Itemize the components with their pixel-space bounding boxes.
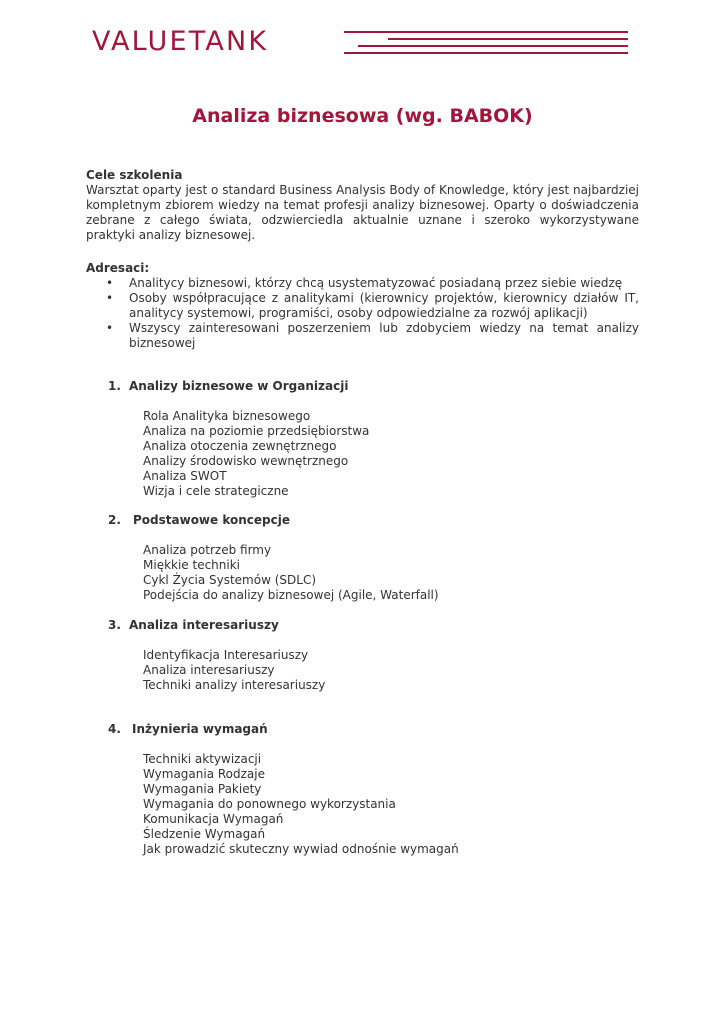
list-item: Analiza interesariuszy <box>143 663 275 677</box>
list-item: • Wszyscy zainteresowani poszerzeniem lub zdobyciem wiedzy na temat analizy biznesowej <box>106 321 639 350</box>
list-item: Analiza SWOT <box>143 469 227 483</box>
module-2 <box>108 513 648 603</box>
audience-section <box>86 261 639 351</box>
list-item: Rola Analityka biznesowego <box>143 409 311 423</box>
audience-heading: Adresaci: <box>86 261 150 275</box>
list-item: Komunikacja Wymagań <box>143 812 284 826</box>
audience-list <box>86 276 639 351</box>
page-header <box>0 0 725 70</box>
bullet-icon: • <box>106 321 114 335</box>
module-heading: 4. Inżynieria wymagań <box>108 722 268 736</box>
list-item: Jak prowadzić skuteczny wywiad odnośnie wymagań <box>143 842 459 856</box>
list-item: Analiza otoczenia zewnętrznego <box>143 439 337 453</box>
list-item: Techniki aktywizacji <box>143 752 262 766</box>
module-4 <box>108 722 648 857</box>
list-item: Wizja i cele strategiczne <box>143 484 289 498</box>
list-item: Analizy środowisko wewnętrznego <box>143 454 349 468</box>
module-3 <box>108 618 648 693</box>
module-heading: 3. Analiza interesariuszy <box>108 618 279 632</box>
list-item: • Analitycy biznesowi, którzy chcą usystematyzować posiadaną przez siebie wiedzę <box>106 276 623 290</box>
module-topics <box>108 409 648 499</box>
list-item: • Osoby współpracujące z analitykami (kierownicy projektów, kierownicy działów IT, analitycy systemowi, programiści, osoby odpowiedzialne za rozwój aplikacji) <box>106 291 639 320</box>
company-logo: VALUETANK <box>92 26 269 57</box>
bullet-icon: • <box>106 276 114 290</box>
list-item: Śledzenie Wymagań <box>143 827 266 841</box>
bullet-icon: • <box>106 291 114 305</box>
logo-decoration-lines <box>344 31 628 55</box>
module-1 <box>108 379 648 499</box>
module-topics <box>108 648 648 693</box>
module-heading: 1. Analizy biznesowe w Organizacji <box>108 379 349 393</box>
goals-text: Warsztat oparty jest o standard Business Analysis Body of Knowledge, który jest najbardziej kompletnym zbiorem wiedzy na temat profesji analizy biznesowej. Oparty o doświadczenia zebrane z całego świata, odzwierciedla aktualnie uznane i szeroko wykorzystywane praktyki analizy biznesowej. <box>86 183 639 242</box>
list-item: Podejścia do analizy biznesowej (Agile, Waterfall) <box>143 588 439 602</box>
list-item: Cykl Życia Systemów (SDLC) <box>143 573 317 587</box>
list-item: Wymagania Pakiety <box>143 782 262 796</box>
module-heading: 2. Podstawowe koncepcje <box>108 513 290 527</box>
list-item: Identyfikacja Interesariuszy <box>143 648 309 662</box>
list-item: Miękkie techniki <box>143 558 241 572</box>
module-topics <box>108 543 648 603</box>
goals-heading: Cele szkolenia <box>86 168 183 182</box>
list-item: Analiza potrzeb firmy <box>143 543 272 557</box>
list-item: Wymagania Rodzaje <box>143 767 266 781</box>
list-item: Wymagania do ponownego wykorzystania <box>143 797 396 811</box>
goals-section <box>86 168 639 243</box>
page-title: Analiza biznesowa (wg. BABOK) <box>192 105 533 127</box>
list-item: Analiza na poziomie przedsiębiorstwa <box>143 424 370 438</box>
list-item: Techniki analizy interesariuszy <box>143 678 326 692</box>
module-topics <box>108 752 648 857</box>
